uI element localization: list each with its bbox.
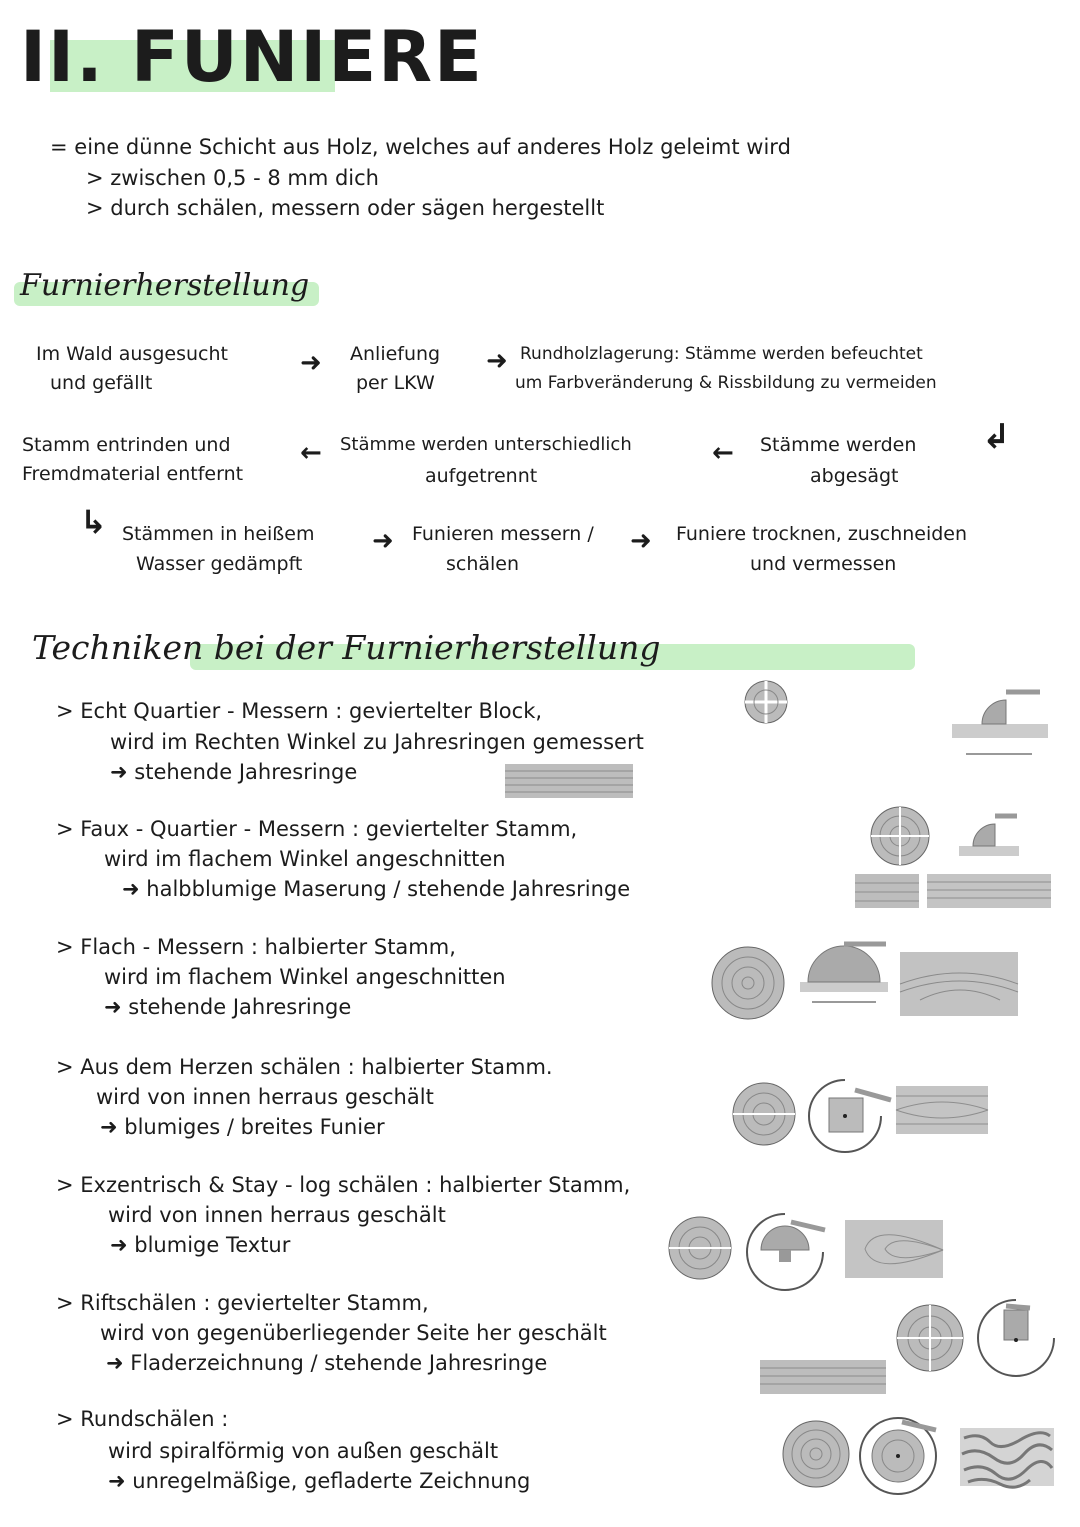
definition-line-3: > durch schälen, messern oder sägen hergestellt (86, 196, 605, 220)
technique-5-line-1: > Exzentrisch & Stay - log schälen : halbierter Stamm, (56, 1173, 631, 1197)
technique-3-line-3: ➜ stehende Jahresringe (104, 995, 352, 1019)
technique-4-line-3: ➜ blumiges / breites Funier (100, 1115, 385, 1139)
floral-texture-veneer-icon (845, 1220, 945, 1280)
step-7-line-1: Stämmen in heißem (122, 523, 315, 545)
technique-1-line-2: wird im Rechten Winkel zu Jahresringen gemessert (110, 730, 644, 754)
technique-3-line-2: wird im flachem Winkel angeschnitten (104, 965, 506, 989)
step-9-line-2: und vermessen (750, 553, 897, 575)
step-6-line-1: Stamm entrinden und (22, 434, 231, 456)
technique-2-line-1: > Faux - Quartier - Messern : geviertelter Stamm, (56, 817, 578, 841)
step-5-line-1: Stämme werden unterschiedlich (340, 434, 632, 455)
halved-log-icon (710, 945, 790, 1025)
arrow-right-icon: ➜ (300, 348, 322, 378)
flat-slicing-diagram-icon (800, 940, 890, 1010)
rift-veneer-sheet-icon (760, 1360, 888, 1396)
technique-7-line-1: > Rundschälen : (56, 1407, 229, 1431)
technique-7-line-3: ➜ unregelmäßige, gefladerte Zeichnung (108, 1469, 531, 1493)
step-1-line-1: Im Wald ausgesucht (36, 343, 228, 365)
step-2-line-2: per LKW (356, 372, 435, 394)
technique-2-line-2: wird im flachem Winkel angeschnitten (104, 847, 506, 871)
arrow-left-icon: ← (712, 438, 734, 468)
technique-2-line-3: ➜ halbblumige Maserung / stehende Jahresringe (122, 877, 631, 901)
techniques-heading: Techniken bei der Furnierherstellung (32, 628, 661, 667)
quartered-log-icon (896, 1304, 966, 1374)
step-1-line-2: und gefällt (50, 372, 153, 394)
veneer-sheet-icon (505, 764, 635, 800)
rotary-cut-diagram-icon (858, 1414, 942, 1498)
step-3-line-1: Rundholzlagerung: Stämme werden befeuchtet (520, 344, 923, 364)
page-title: II. FUNIERE (20, 16, 484, 98)
technique-3-line-1: > Flach - Messern : halbierter Stamm, (56, 935, 456, 959)
step-2-line-1: Anliefung (350, 343, 441, 365)
technique-6-line-3: ➜ Fladerzeichnung / stehende Jahresringe (106, 1351, 548, 1375)
definition-line-1: = eine dünne Schicht aus Holz, welches auf anderes Holz geleimt wird (50, 135, 791, 159)
arrow-right-icon: ➜ (630, 526, 652, 556)
step-6-line-2: Fremdmaterial entfernt (22, 463, 244, 485)
quartered-log-icon (870, 806, 932, 868)
step-5-line-2: aufgetrennt (425, 465, 538, 487)
step-9-line-1: Funiere trocknen, zuschneiden (676, 523, 968, 545)
eccentric-peeling-diagram-icon (745, 1210, 829, 1294)
halved-log-icon (732, 1082, 798, 1148)
halved-log-icon (668, 1216, 734, 1282)
step-7-line-2: Wasser gedämpft (136, 553, 303, 575)
technique-5-line-3: ➜ blumige Textur (110, 1233, 291, 1257)
step-4-line-1: Stämme werden (760, 434, 917, 456)
arrow-right-icon: ➜ (486, 346, 508, 376)
technique-6-line-1: > Riftschälen : geviertelter Stamm, (56, 1291, 429, 1315)
arrow-right-icon: ➜ (372, 526, 394, 556)
irregular-figured-veneer-icon (960, 1428, 1056, 1488)
step-8-line-2: schälen (446, 553, 520, 575)
broad-veneer-icon (896, 1086, 990, 1136)
technique-1-line-1: > Echt Quartier - Messern : geviertelter Block, (56, 699, 543, 723)
arrow-left-icon: ← (300, 438, 322, 468)
veneer-grain-samples-icon (855, 874, 1055, 910)
technique-6-line-2: wird von gegenüberliegender Seite her geschält (100, 1321, 607, 1345)
quartered-block-icon (740, 680, 796, 728)
process-heading: Furnierherstellung (20, 268, 310, 303)
arrow-turn-right-icon: ↳ (80, 503, 107, 541)
flat-angle-slicing-icon (955, 806, 1025, 866)
rotary-peeling-diagram-icon (805, 1076, 895, 1156)
technique-5-line-2: wird von innen herraus geschält (108, 1203, 446, 1227)
step-4-line-2: abgesägt (810, 465, 899, 487)
definition-line-2: > zwischen 0,5 - 8 mm dich (86, 166, 379, 190)
technique-4-line-1: > Aus dem Herzen schälen : halbierter Stamm. (56, 1055, 553, 1079)
step-3-line-2: um Farbveränderung & Rissbildung zu vermeiden (515, 373, 937, 393)
technique-7-line-2: wird spiralförmig von außen geschält (108, 1439, 499, 1463)
rift-peeling-diagram-icon (976, 1296, 1060, 1380)
flat-sliced-veneer-icon (900, 952, 1020, 1018)
round-log-icon (782, 1420, 852, 1490)
arrow-down-left-icon: ↲ (982, 417, 1011, 457)
quarter-slicing-diagram-icon (952, 680, 1052, 766)
technique-4-line-2: wird von innen herraus geschält (96, 1085, 434, 1109)
step-8-line-1: Funieren messern / (412, 523, 594, 545)
technique-1-line-3: ➜ stehende Jahresringe (110, 760, 358, 784)
